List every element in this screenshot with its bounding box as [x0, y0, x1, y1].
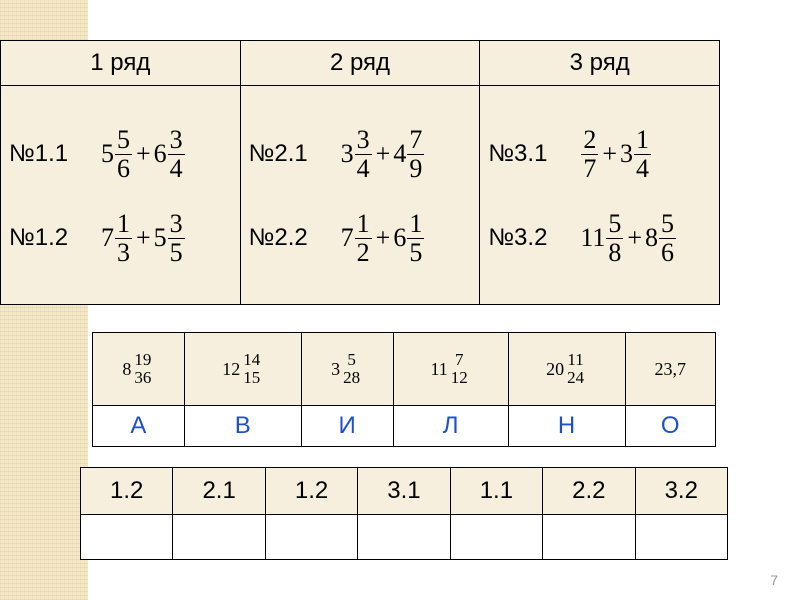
answer-cell — [625, 333, 715, 406]
code-cell: 3.1 — [358, 468, 450, 515]
fraction — [132, 351, 153, 387]
letter-cell: Л — [393, 406, 508, 447]
mixed-number — [580, 210, 624, 266]
task-table — [0, 40, 720, 305]
code-cell: 2.1 — [173, 468, 265, 515]
numerator: 5 — [117, 125, 130, 155]
plus-sign: + — [136, 139, 151, 168]
row-2-header: 2 ряд — [240, 41, 480, 86]
denominator: 3 — [117, 237, 130, 267]
denominator: 6 — [661, 237, 675, 267]
denominator: 8 — [608, 237, 622, 267]
fraction — [241, 351, 262, 387]
blank-cell — [265, 515, 357, 560]
blank-cell — [450, 515, 542, 560]
blank-cell — [173, 515, 265, 560]
decimal-answer: 23,7 — [654, 358, 687, 379]
whole-part: 7 — [101, 223, 114, 252]
mixed-number — [122, 351, 154, 387]
plus-sign: + — [602, 139, 617, 168]
row-3-header: 3 ряд — [480, 41, 720, 86]
whole-part: 20 — [546, 358, 565, 379]
fraction — [355, 126, 372, 182]
whole-part: 11 — [430, 358, 448, 379]
task-1-1 — [1, 126, 186, 182]
numerator: 1 — [635, 125, 649, 155]
numerator: 1 — [409, 209, 423, 239]
denominator: 15 — [243, 368, 261, 387]
denominator: 9 — [409, 153, 423, 183]
fraction — [606, 210, 623, 266]
task-3-2 — [480, 210, 677, 266]
denominator: 2 — [356, 237, 370, 267]
numerator: 5 — [347, 350, 356, 370]
plus-sign: + — [375, 223, 391, 252]
task-label: №2.2 — [248, 224, 308, 251]
denominator: 12 — [450, 368, 468, 387]
fraction — [407, 210, 424, 266]
task-column-1 — [1, 86, 241, 305]
whole-part: 3 — [331, 358, 341, 379]
denominator: 5 — [409, 237, 423, 267]
whole-part: 11 — [580, 223, 606, 252]
task-1-2 — [1, 210, 186, 266]
expression — [341, 210, 426, 266]
numerator: 3 — [356, 125, 370, 155]
numerator: 14 — [243, 350, 261, 370]
code-cell: 3.2 — [635, 468, 727, 515]
task-label: №3.2 — [488, 224, 548, 251]
blank-cell — [543, 515, 635, 560]
letter-cell: О — [625, 406, 715, 447]
fraction — [168, 210, 185, 266]
letter-cell: В — [184, 406, 301, 447]
whole-part: 6 — [153, 139, 167, 168]
whole-part: 6 — [393, 223, 407, 252]
fraction — [355, 210, 372, 266]
denominator: 6 — [117, 153, 130, 183]
denominator: 4 — [356, 153, 370, 183]
denominator: 24 — [567, 368, 585, 387]
blank-cell — [81, 515, 173, 560]
numerator: 1 — [117, 209, 130, 239]
fraction — [407, 126, 424, 182]
task-label: №1.1 — [9, 140, 69, 167]
expression — [580, 126, 652, 182]
code-cell: 1.2 — [81, 468, 173, 515]
whole-part: 4 — [393, 139, 407, 168]
mixed-number — [620, 126, 652, 182]
answer-cell — [508, 333, 625, 406]
fraction — [115, 210, 132, 266]
plus-sign: + — [627, 223, 643, 252]
numerator: 5 — [608, 209, 622, 239]
mixed-number — [341, 210, 373, 266]
expression — [580, 210, 677, 266]
numerator: 2 — [583, 125, 597, 155]
mixed-number — [645, 210, 677, 266]
blank-row — [81, 515, 728, 560]
answer-cell — [393, 333, 508, 406]
expression — [341, 126, 426, 182]
task-column-2 — [240, 86, 480, 305]
answer-cell — [301, 333, 393, 406]
task-label: №2.1 — [248, 140, 308, 167]
plus-sign: + — [375, 139, 391, 168]
task-2-1 — [241, 126, 426, 182]
mixed-number — [393, 210, 425, 266]
task-label: №3.1 — [488, 140, 548, 167]
fraction — [565, 351, 586, 387]
denominator: 4 — [635, 153, 649, 183]
denominator: 36 — [134, 368, 152, 387]
numerator: 7 — [455, 350, 464, 370]
task-2-2 — [241, 210, 426, 266]
denominator: 7 — [583, 153, 597, 183]
denominator: 28 — [343, 368, 361, 387]
whole-part: 3 — [619, 139, 633, 168]
task-header-row — [1, 41, 720, 86]
numerator: 5 — [661, 209, 675, 239]
code-cell: 1.1 — [450, 468, 542, 515]
answer-cell — [93, 333, 185, 406]
whole-part: 7 — [340, 223, 354, 252]
mixed-number — [430, 351, 470, 387]
fraction — [341, 351, 362, 387]
denominator: 4 — [169, 153, 183, 183]
code-table — [80, 467, 728, 560]
code-cell: 1.2 — [265, 468, 357, 515]
row-1-header: 1 ряд — [1, 41, 241, 86]
plus-sign: + — [136, 223, 151, 252]
expression — [101, 126, 186, 182]
letter-cell: И — [301, 406, 393, 447]
fraction — [659, 210, 676, 266]
task-3-1 — [480, 126, 652, 182]
numerator: 3 — [169, 209, 183, 239]
mixed-number — [101, 210, 133, 266]
letter-cell: Н — [508, 406, 625, 447]
blank-cell — [635, 515, 727, 560]
answer-table — [92, 332, 716, 447]
task-label: №1.2 — [9, 224, 69, 251]
answer-values-row — [93, 333, 716, 406]
whole-part: 12 — [222, 358, 241, 379]
code-row — [81, 468, 728, 515]
whole-part: 3 — [340, 139, 354, 168]
numerator: 7 — [409, 125, 423, 155]
fraction — [634, 126, 651, 182]
whole-part: 5 — [101, 139, 114, 168]
blank-cell — [358, 515, 450, 560]
mixed-number — [580, 126, 599, 182]
whole-part: 5 — [153, 223, 167, 252]
mixed-number — [393, 126, 425, 182]
fraction — [449, 351, 470, 387]
mixed-number — [331, 351, 363, 387]
code-cell: 2.2 — [543, 468, 635, 515]
numerator: 11 — [567, 350, 584, 370]
fraction — [168, 126, 185, 182]
mixed-number — [546, 351, 587, 387]
fraction — [115, 126, 132, 182]
denominator: 5 — [169, 237, 183, 267]
fraction — [581, 126, 598, 182]
mixed-number — [154, 126, 186, 182]
numerator: 3 — [169, 125, 183, 155]
letter-cell: А — [93, 406, 185, 447]
expression — [101, 210, 186, 266]
task-body-row — [1, 86, 720, 305]
answer-letters-row — [93, 406, 716, 447]
whole-part: 8 — [645, 223, 659, 252]
numerator: 19 — [134, 350, 152, 370]
mixed-number — [154, 210, 186, 266]
numerator: 1 — [356, 209, 370, 239]
mixed-number — [101, 126, 133, 182]
mixed-number — [341, 126, 373, 182]
whole-part: 8 — [122, 358, 132, 379]
task-column-3 — [480, 86, 720, 305]
slide-number: 7 — [770, 572, 778, 588]
mixed-number — [222, 351, 263, 387]
answer-cell — [184, 333, 301, 406]
